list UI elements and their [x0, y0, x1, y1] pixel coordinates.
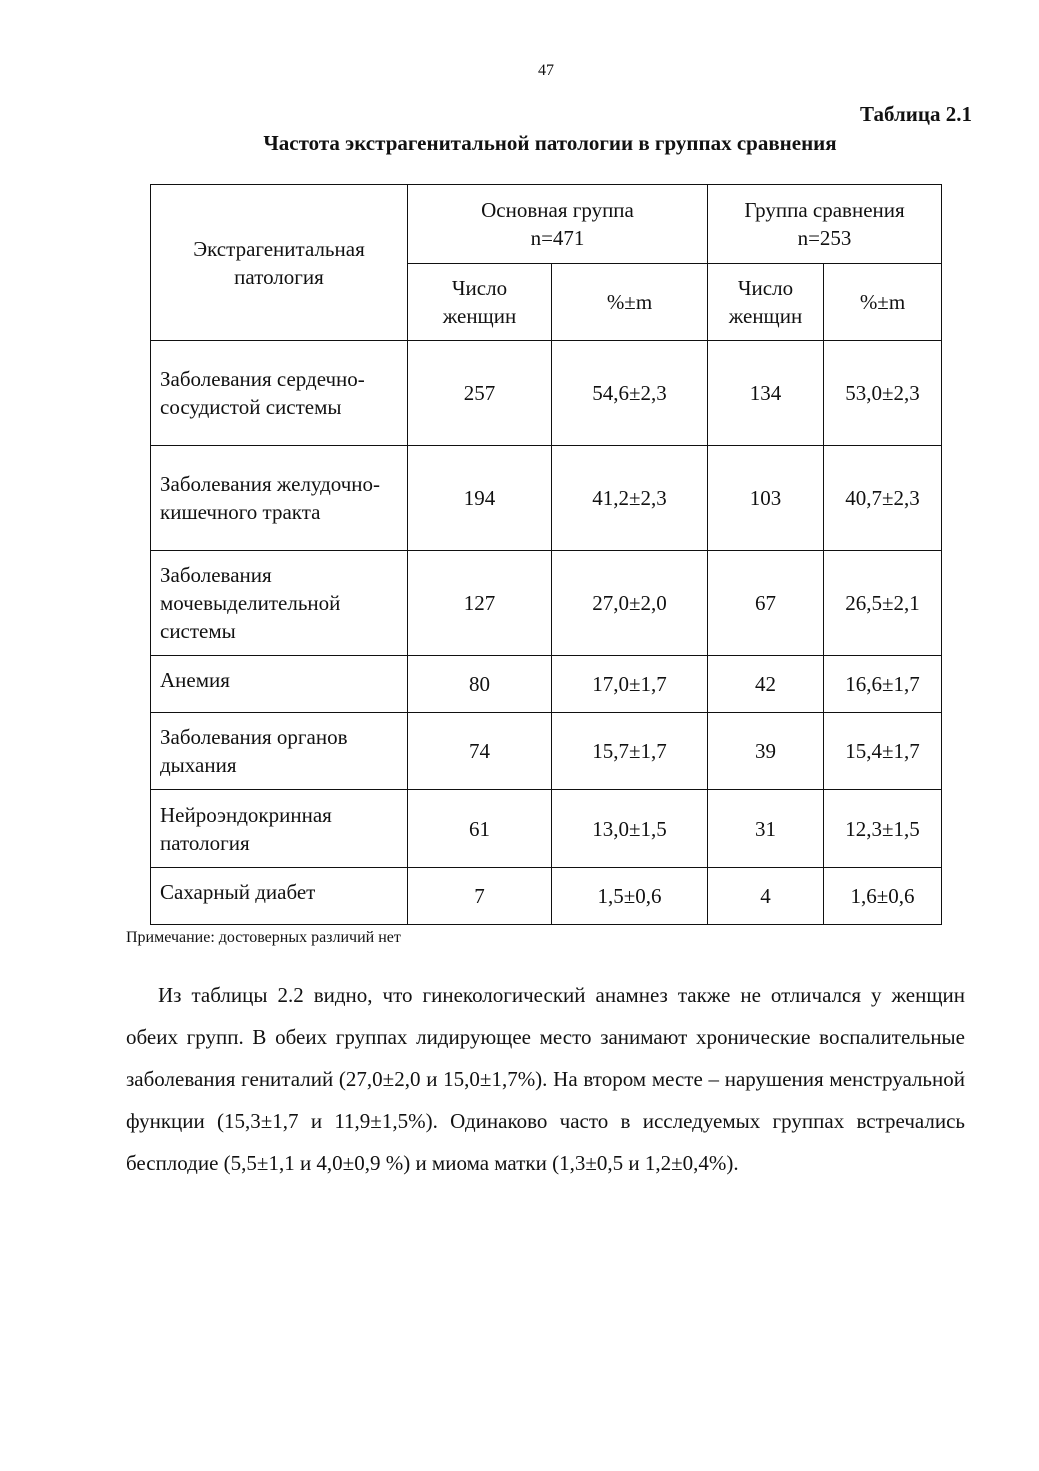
table-note: Примечание: достоверных различий нет: [126, 929, 401, 946]
main-percent: 54,6±2,3: [552, 341, 708, 446]
header-pathology: Экстрагенитальная патология: [151, 185, 408, 341]
table-row: [151, 656, 942, 713]
row-label: Заболевания желудочно-кишечного тракта: [151, 446, 408, 551]
table-row: [151, 446, 942, 551]
main-percent: 17,0±1,7: [552, 656, 708, 713]
main-count: 194: [408, 446, 552, 551]
row-label: Анемия: [151, 656, 408, 713]
header-compare-group: [708, 185, 942, 264]
header-compare-group-label: Группа сравнения: [744, 198, 905, 222]
main-percent: 27,0±2,0: [552, 551, 708, 656]
compare-percent: 40,7±2,3: [824, 446, 942, 551]
header-compare-n: n=253: [797, 226, 852, 250]
main-percent: 41,2±2,3: [552, 446, 708, 551]
table-row: [151, 341, 942, 446]
compare-percent: 12,3±1,5: [824, 790, 942, 868]
compare-count: 4: [708, 868, 824, 925]
compare-percent: 26,5±2,1: [824, 551, 942, 656]
main-count: 7: [408, 868, 552, 925]
compare-count: 39: [708, 713, 824, 790]
compare-count: 67: [708, 551, 824, 656]
table-title: Частота экстрагенитальной патологии в группах сравнения: [263, 131, 837, 155]
main-percent: 15,7±1,7: [552, 713, 708, 790]
compare-count: 103: [708, 446, 824, 551]
main-count: 61: [408, 790, 552, 868]
table-row: [151, 868, 942, 925]
header-compare-percent: %±m: [824, 264, 942, 341]
header-main-group-label: Основная группа: [481, 198, 634, 222]
main-count: 74: [408, 713, 552, 790]
table-row: [151, 790, 942, 868]
main-count: 257: [408, 341, 552, 446]
compare-count: 134: [708, 341, 824, 446]
table-row: [151, 713, 942, 790]
main-percent: 13,0±1,5: [552, 790, 708, 868]
table-row: [151, 551, 942, 656]
compare-count: 42: [708, 656, 824, 713]
row-label: Заболевания мочевыделительной системы: [151, 551, 408, 656]
row-label: Нейроэндокринная патология: [151, 790, 408, 868]
page-number: 47: [538, 62, 554, 79]
body-paragraph: Из таблицы 2.2 видно, что гинекологический анамнез также не отличался у женщин обеих групп. В обеих группах лидирующее место занимают хронические воспалительные заболевания гениталий (27,0±2,0 и 15,0±1,7%). На втором месте – нарушения менструальной функции (15,3±1,7 и 11,9±1,5%). Одинаково часто в исследуемых группах встречались бесплодие (5,5±1,1 и 4,0±0,9 %) и миома матки (1,3±0,5 и 1,2±0,4%).: [126, 983, 965, 1175]
compare-percent: 15,4±1,7: [824, 713, 942, 790]
main-count: 127: [408, 551, 552, 656]
table-label: Таблица 2.1: [860, 102, 972, 126]
row-label: Сахарный диабет: [151, 868, 408, 925]
row-label: Заболевания органов дыхания: [151, 713, 408, 790]
row-label: Заболевания сердечно-сосудистой системы: [151, 341, 408, 446]
header-main-count: Число женщин: [408, 264, 552, 341]
main-count: 80: [408, 656, 552, 713]
compare-percent: 1,6±0,6: [824, 868, 942, 925]
header-compare-count: Число женщин: [708, 264, 824, 341]
pathology-table: [150, 184, 942, 925]
compare-percent: 53,0±2,3: [824, 341, 942, 446]
header-main-percent: %±m: [552, 264, 708, 341]
main-percent: 1,5±0,6: [552, 868, 708, 925]
compare-percent: 16,6±1,7: [824, 656, 942, 713]
header-main-n: n=471: [530, 226, 585, 250]
header-main-group: [408, 185, 708, 264]
compare-count: 31: [708, 790, 824, 868]
